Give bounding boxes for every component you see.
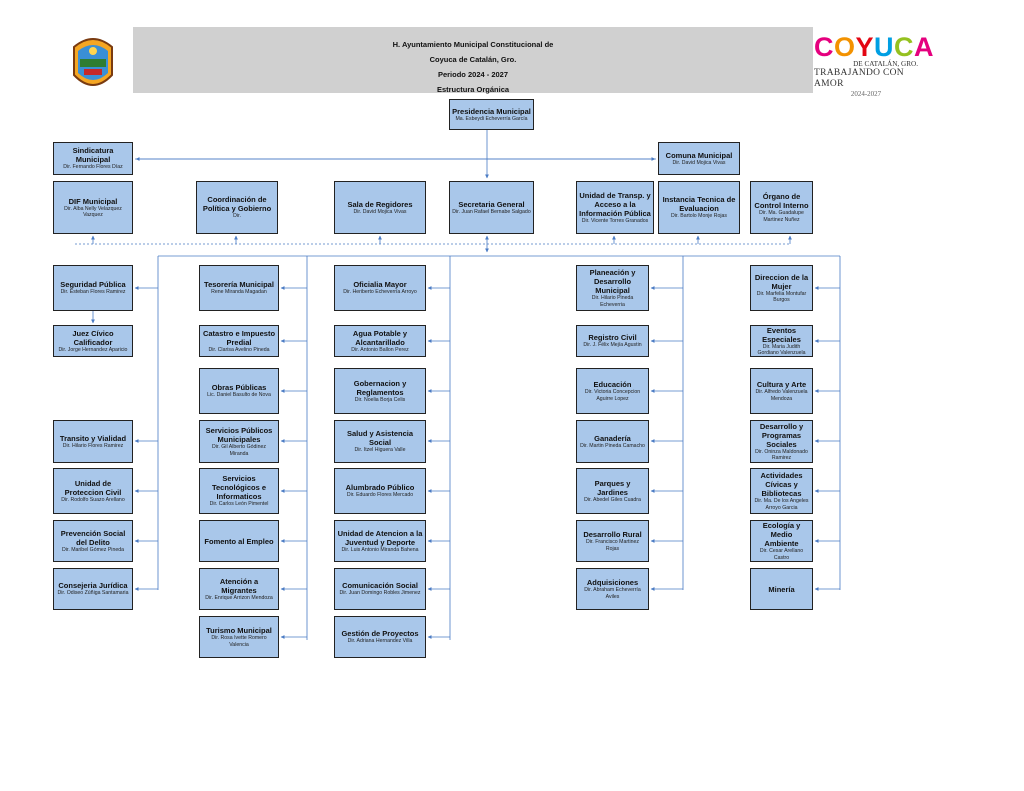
org-box-person: Dir. Abraham Echeverría Aviles: [584, 587, 641, 600]
org-box-person: Dir. Luis Antonio Miranda Bahena: [341, 546, 419, 553]
org-box-title: Unidad de Transp. y Acceso a la Información Pública: [579, 190, 651, 218]
org-box-presidencia: [449, 99, 534, 130]
org-box-proyectos: [334, 616, 426, 658]
org-box-rural: [576, 520, 649, 562]
org-box-prevencion: [53, 520, 133, 562]
org-box-person: Dir. Alfredo Valenzuela Mendoza: [755, 389, 808, 402]
org-box-person: Dir. Juan Rafael Bernabe Salgado: [452, 208, 531, 215]
org-box-civicas: [750, 468, 813, 514]
org-box-title: Comunicación Social: [342, 581, 418, 591]
org-box-comunicacion: [334, 568, 426, 610]
org-box-title: Prevención Social del Delito: [60, 528, 126, 547]
logo-letter: Y: [855, 32, 875, 62]
org-box-title: Servicios Públicos Municipales: [205, 426, 273, 444]
org-box-person: Dir. Esteban Flores Ramirez: [60, 289, 126, 296]
org-box-title: Instancia Tecnica de Evaluacion: [662, 195, 736, 214]
org-box-person: Dir. Martin Pineda Camacho: [580, 442, 645, 449]
org-box-title: Tesorería Municipal: [204, 280, 274, 290]
org-box-obras: [199, 368, 279, 414]
org-box-title: Direccion de la Mujer: [754, 272, 809, 291]
org-box-person: Lic. Daniel Basulto de Nova: [207, 392, 271, 399]
org-box-transparencia: [576, 181, 654, 234]
org-box-title: Cultura y Arte: [756, 380, 807, 389]
org-box-person: Dir. Bartolo Monje Rojas: [671, 213, 727, 220]
org-box-person: Dir. Alba Nelly Velazquez Vazquez: [64, 205, 122, 218]
header-line-1: H. Ayuntamiento Municipal Constitucional de: [392, 40, 554, 49]
org-box-title: Unidad de Atencion a la Juventud y Deporte: [337, 528, 423, 547]
org-box-title: Sindicatura Municipal: [72, 146, 114, 165]
org-box-person: Dir. Odiseo Zúñiga Santamaria: [57, 590, 129, 597]
org-box-title: Gobernacion y Reglamentos: [353, 378, 407, 397]
org-box-title: Eventos Especiales: [762, 325, 801, 344]
org-box-title: Secretaria General: [458, 199, 525, 209]
org-box-agua: [334, 325, 426, 357]
org-box-person: Dir. Vicente Torres Granados: [581, 217, 649, 224]
org-box-person: Dir. Antonio Ballon Perez: [351, 346, 409, 353]
org-box-turismo: [199, 616, 279, 658]
org-box-person: Dir. Hilario Flores Ramirez: [62, 442, 124, 449]
org-box-servicios: [199, 420, 279, 463]
org-box-desarrollo: [750, 420, 813, 463]
org-box-comuna: [658, 142, 740, 175]
org-box-salud: [334, 420, 426, 463]
org-box-parques: [576, 468, 649, 514]
org-box-dif: [53, 181, 133, 234]
header-line-3: Periodo 2024 - 2027: [437, 70, 509, 79]
org-box-person: Dir. Carlos León Pimentel: [209, 501, 269, 508]
org-box-person: Dir. Heriberto Echeverría Arroyo: [343, 289, 417, 296]
logo-letter: C: [894, 32, 915, 62]
org-box-tecnologicos: [199, 468, 279, 514]
org-box-person: Dir. Enrique Arrizon Mendoza: [205, 594, 273, 601]
org-box-person: Dir. Fernando Flores Díaz: [63, 164, 123, 171]
org-box-tesoreria: [199, 265, 279, 311]
org-box-person: Dir. Marfelia Montufar Burgos: [756, 290, 807, 303]
logo-motto: TRABAJANDO CON AMOR: [814, 68, 904, 89]
org-box-title: Obras Públicas: [211, 383, 267, 393]
org-box-person: Dir. Gil Alberto Gódinez Miranda: [212, 444, 266, 457]
header-line-4: Estructura Orgánica: [436, 85, 510, 94]
org-box-gobernacion: [334, 368, 426, 414]
org-box-title: Turismo Municipal: [206, 626, 272, 635]
org-box-person: Dir. Abedel Giles Cuadra: [584, 496, 641, 503]
org-box-person: Dir. Jorge Hernandez Aparicio: [58, 346, 128, 353]
org-box-title: Ganadería: [594, 433, 631, 443]
logo-letter: O: [834, 32, 856, 62]
org-box-title: Ecología y Medio Ambiente: [762, 521, 801, 548]
org-box-transito: [53, 420, 133, 463]
org-box-coord: [196, 181, 278, 234]
org-box-juez: [53, 325, 133, 357]
org-box-oficialia: [334, 265, 426, 311]
org-box-title: Oficialia Mayor: [353, 280, 407, 290]
org-box-title: Sala de Regidores: [347, 199, 413, 209]
org-box-title: Fomento al Empleo: [204, 536, 274, 546]
org-box-title: DIF Municipal: [68, 196, 118, 206]
org-box-alumbrado: [334, 468, 426, 514]
org-box-title: Servicios Tecnológicos e Informaticos: [211, 474, 267, 502]
org-box-proteccion: [53, 468, 133, 514]
header-line-2: Coyuca de Catalán, Gro.: [429, 55, 517, 64]
logo-letter: C: [814, 32, 834, 62]
org-box-seguridad: [53, 265, 133, 311]
org-box-secretaria: [449, 181, 534, 234]
org-box-person: Dir. Noelia Borja Celis: [354, 396, 406, 403]
org-box-title: Registro Civil: [588, 333, 637, 343]
org-box-catastro: [199, 325, 279, 357]
org-box-person: Dir. David Mojica Vivas: [672, 159, 726, 166]
org-box-person: Dir. Maria Judith Gordiano Valenzuela: [757, 343, 806, 356]
org-box-title: Órgano de Control Interno: [754, 192, 809, 210]
org-box-sala: [334, 181, 426, 234]
org-box-title: Presidencia Municipal: [452, 106, 531, 116]
org-box-title: Desarrollo Rural: [583, 530, 642, 539]
org-box-organo: [750, 181, 813, 234]
org-box-consejeria: [53, 568, 133, 610]
org-box-person: Dir. Eduardo Flores Mercado: [346, 492, 414, 499]
org-box-person: Dir. Victoria Concepcion Aguirre Lopez: [584, 389, 641, 402]
org-box-eventos: [750, 325, 813, 357]
org-box-person: Dir. Francisco Martinez Rojas: [585, 539, 640, 552]
org-box-title: Juez Cívico Calificador: [72, 328, 114, 347]
org-box-person: Dir. Ma. De los Angeles Arroyo Garcia: [754, 498, 809, 511]
org-box-mujer: [750, 265, 813, 311]
org-box-title: Gestión de Proyectos: [341, 629, 419, 639]
org-box-person: Dir. Oninza Maldonado Ramirez: [755, 448, 808, 461]
org-box-person: Dir. Clarisa Avelino Pineda: [208, 346, 270, 353]
org-box-person: Dir. Maribel Gómez Pineda: [62, 546, 124, 553]
org-box-fomento: [199, 520, 279, 562]
org-box-person: Dir. J. Félix Mejía Agustin: [583, 342, 642, 349]
org-box-ecologia: [750, 520, 813, 562]
org-box-person: Dir. Adriana Hernandez Villa: [347, 638, 413, 645]
org-box-title: Coordinación de Política y Gobierno: [202, 195, 272, 214]
org-box-title: Planeación y Desarrollo Municipal: [589, 268, 636, 295]
org-box-person: Dir. Itzel Higuera Valle: [354, 447, 406, 454]
org-box-title: Minería: [768, 584, 795, 594]
logo-letter: A: [914, 32, 935, 62]
org-box-migrantes: [199, 568, 279, 610]
org-box-juventud: [334, 520, 426, 562]
org-box-person: Dir. David Mojica Vivas: [353, 208, 407, 215]
org-box-title: Educación: [593, 380, 632, 389]
org-box-sindicatura: [53, 142, 133, 175]
org-box-title: Agua Potable y Alcantarillado: [352, 328, 408, 347]
org-box-educacion: [576, 368, 649, 414]
org-box-person: Dir. Rodolfo Suazo Arellano: [61, 496, 125, 503]
org-box-title: Actividades Cívicas y Bibliotecas: [760, 471, 803, 498]
org-box-person: Ma. Esbeydi Echeverría García: [455, 115, 528, 122]
org-box-person: Dir. Ma. Guadalupe Martinez Nuñez: [759, 210, 804, 223]
org-box-registro: [576, 325, 649, 357]
org-box-title: Consejeria Jurídica: [58, 581, 128, 591]
org-box-title: Desarrollo y Programas Sociales: [759, 421, 804, 449]
org-box-person: Dir. Juan Domingo Robles Jimenez: [339, 590, 421, 597]
org-box-ganaderia: [576, 420, 649, 463]
org-box-person: Dir. Hilario Pineda Echeverria: [591, 295, 634, 308]
org-box-cultura: [750, 368, 813, 414]
org-box-instancia: [658, 181, 740, 234]
org-box-adquisiciones: [576, 568, 649, 610]
org-box-person: Rene Miranda Magadan: [211, 289, 267, 296]
logo-years: 2024-2027: [850, 90, 882, 98]
logo-subtitle: DE CATALÁN, GRO.: [853, 60, 918, 68]
logo-letter: U: [874, 32, 895, 62]
org-box-title: Catastro e Impuesto Predial: [202, 328, 276, 347]
org-box-person: Dir. Cesar Arellano Castro: [759, 548, 804, 561]
org-box-mineria: [750, 568, 813, 610]
org-box-person: Dir. Rosa Ivette Romero Valencia: [211, 635, 267, 648]
org-box-person: Dir.: [233, 213, 241, 220]
org-box-title: Transito y Vialidad: [59, 433, 127, 443]
org-box-title: Adquisiciones: [586, 578, 639, 587]
org-box-planeacion: [576, 265, 649, 311]
org-box-title: Seguridad Pública: [60, 280, 126, 290]
org-box-title: Parques y Jardines: [594, 478, 631, 497]
org-box-title: Alumbrado Público: [345, 483, 415, 493]
org-box-title: Unidad de Proteccion Civil: [64, 478, 122, 497]
org-box-title: Comuna Municipal: [665, 150, 733, 160]
org-box-title: Atención a Migrantes: [219, 576, 259, 595]
org-box-title: Salud y Asistencia Social: [347, 429, 413, 448]
